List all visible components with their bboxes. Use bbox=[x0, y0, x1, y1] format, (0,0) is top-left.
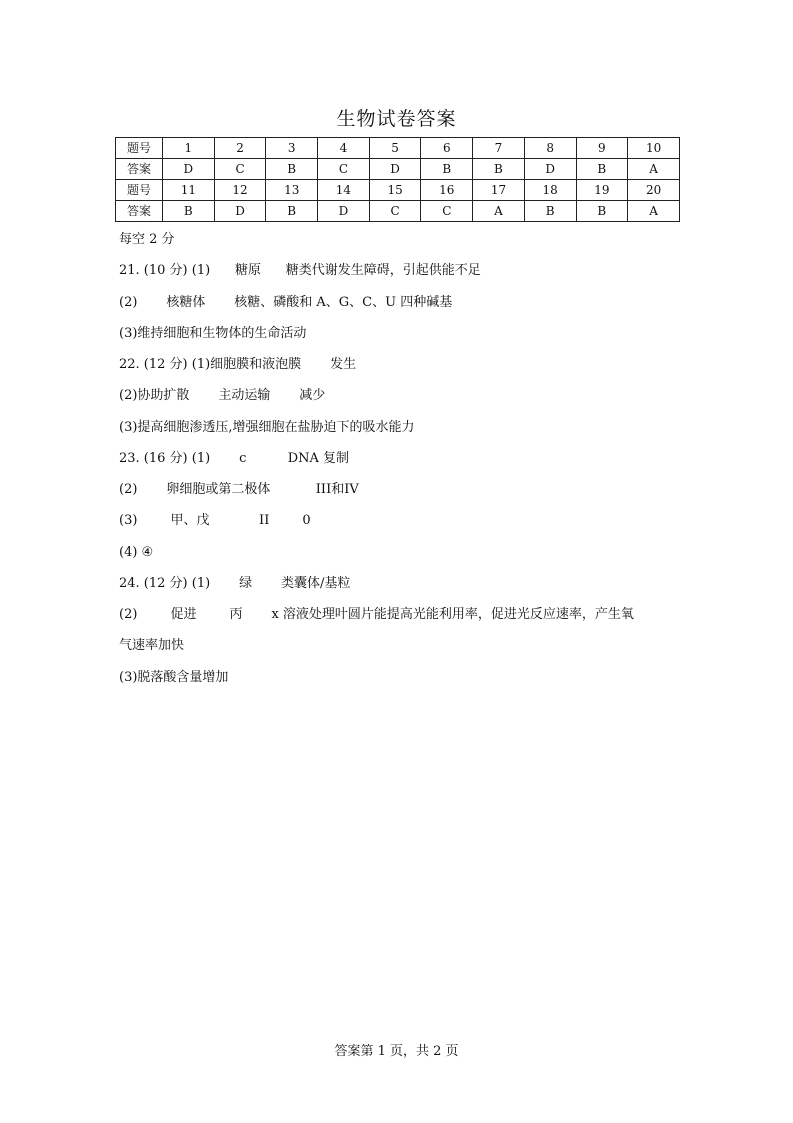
table-cell: B bbox=[576, 201, 628, 222]
table-cell: D bbox=[524, 159, 576, 180]
table-cell: B bbox=[163, 201, 215, 222]
table-cell: 10 bbox=[628, 138, 680, 159]
table-cell: 18 bbox=[524, 180, 576, 201]
answer-line-11: 24. (12 分) (1) 绿 类囊体/基粒 bbox=[119, 576, 351, 591]
table-cell: 3 bbox=[266, 138, 318, 159]
table-cell: A bbox=[628, 201, 680, 222]
table-cell: 15 bbox=[369, 180, 421, 201]
answer-line-9: (3) 甲、戊 II 0 bbox=[119, 513, 311, 528]
table-cell: C bbox=[421, 201, 473, 222]
table-cell: 14 bbox=[318, 180, 370, 201]
answer-line-6: (3)提高细胞渗透压,增强细胞在盐胁迫下的吸水能力 bbox=[119, 420, 415, 435]
answer-line-0: 每空 2 分 bbox=[119, 232, 175, 247]
table-cell: 7 bbox=[473, 138, 525, 159]
answer-line-12: (2) 促进 丙 x 溶液处理叶圆片能提高光能利用率，促进光反应速率，产生氧 bbox=[119, 607, 634, 622]
table-cell: 1 bbox=[163, 138, 215, 159]
table-row bbox=[116, 159, 680, 180]
answer-line-5: (2)协助扩散 主动运输 减少 bbox=[119, 388, 326, 403]
table-cell: D bbox=[318, 201, 370, 222]
answer-line-1: 21. (10 分) (1) 糖原 糖类代谢发生障碍，引起供能不足 bbox=[119, 263, 481, 278]
table-cell: C bbox=[318, 159, 370, 180]
row-label: 题号 bbox=[116, 138, 163, 159]
answer-line-13: 气速率加快 bbox=[119, 638, 185, 653]
answer-line-3: (3)维持细胞和生物体的生命活动 bbox=[119, 326, 307, 341]
table-cell: B bbox=[576, 159, 628, 180]
table-cell: B bbox=[421, 159, 473, 180]
table-cell: C bbox=[214, 159, 266, 180]
table-cell: B bbox=[266, 159, 318, 180]
answer-line-14: (3)脱落酸含量增加 bbox=[119, 670, 229, 685]
table-cell: 20 bbox=[628, 180, 680, 201]
answer-line-2: (2) 核糖体 核糖、磷酸和 A、G、C、U 四种碱基 bbox=[119, 295, 453, 310]
table-row bbox=[116, 201, 680, 222]
table-cell: 19 bbox=[576, 180, 628, 201]
table-row bbox=[116, 138, 680, 159]
table-cell: 12 bbox=[214, 180, 266, 201]
table-cell: C bbox=[369, 201, 421, 222]
row-label: 答案 bbox=[116, 201, 163, 222]
table-cell: 13 bbox=[266, 180, 318, 201]
table-cell: 6 bbox=[421, 138, 473, 159]
table-cell: B bbox=[266, 201, 318, 222]
table-cell: 8 bbox=[524, 138, 576, 159]
table-cell: D bbox=[214, 201, 266, 222]
table-cell: D bbox=[163, 159, 215, 180]
table-cell: 9 bbox=[576, 138, 628, 159]
table-cell: 17 bbox=[473, 180, 525, 201]
page-footer: 答案第 1 页，共 2 页 bbox=[334, 1044, 459, 1059]
answer-line-8: (2) 卵细胞或第二极体 III和IV bbox=[119, 482, 359, 497]
table-cell: 11 bbox=[163, 180, 215, 201]
table-cell: 16 bbox=[421, 180, 473, 201]
table-cell: 5 bbox=[369, 138, 421, 159]
table-cell: D bbox=[369, 159, 421, 180]
page-title: 生物试卷答案 bbox=[336, 108, 457, 130]
table-cell: A bbox=[628, 159, 680, 180]
answer-line-7: 23. (16 分) (1) c DNA 复制 bbox=[119, 451, 350, 466]
answer-line-10: (4) ④ bbox=[119, 545, 154, 560]
table-cell: 4 bbox=[318, 138, 370, 159]
table-cell: 2 bbox=[214, 138, 266, 159]
table-cell: A bbox=[473, 201, 525, 222]
answer-table bbox=[115, 137, 680, 222]
answer-line-4: 22. (12 分) (1)细胞膜和液泡膜 发生 bbox=[119, 357, 357, 372]
table-row bbox=[116, 180, 680, 201]
table-cell: B bbox=[473, 159, 525, 180]
row-label: 题号 bbox=[116, 180, 163, 201]
row-label: 答案 bbox=[116, 159, 163, 180]
table-cell: B bbox=[524, 201, 576, 222]
